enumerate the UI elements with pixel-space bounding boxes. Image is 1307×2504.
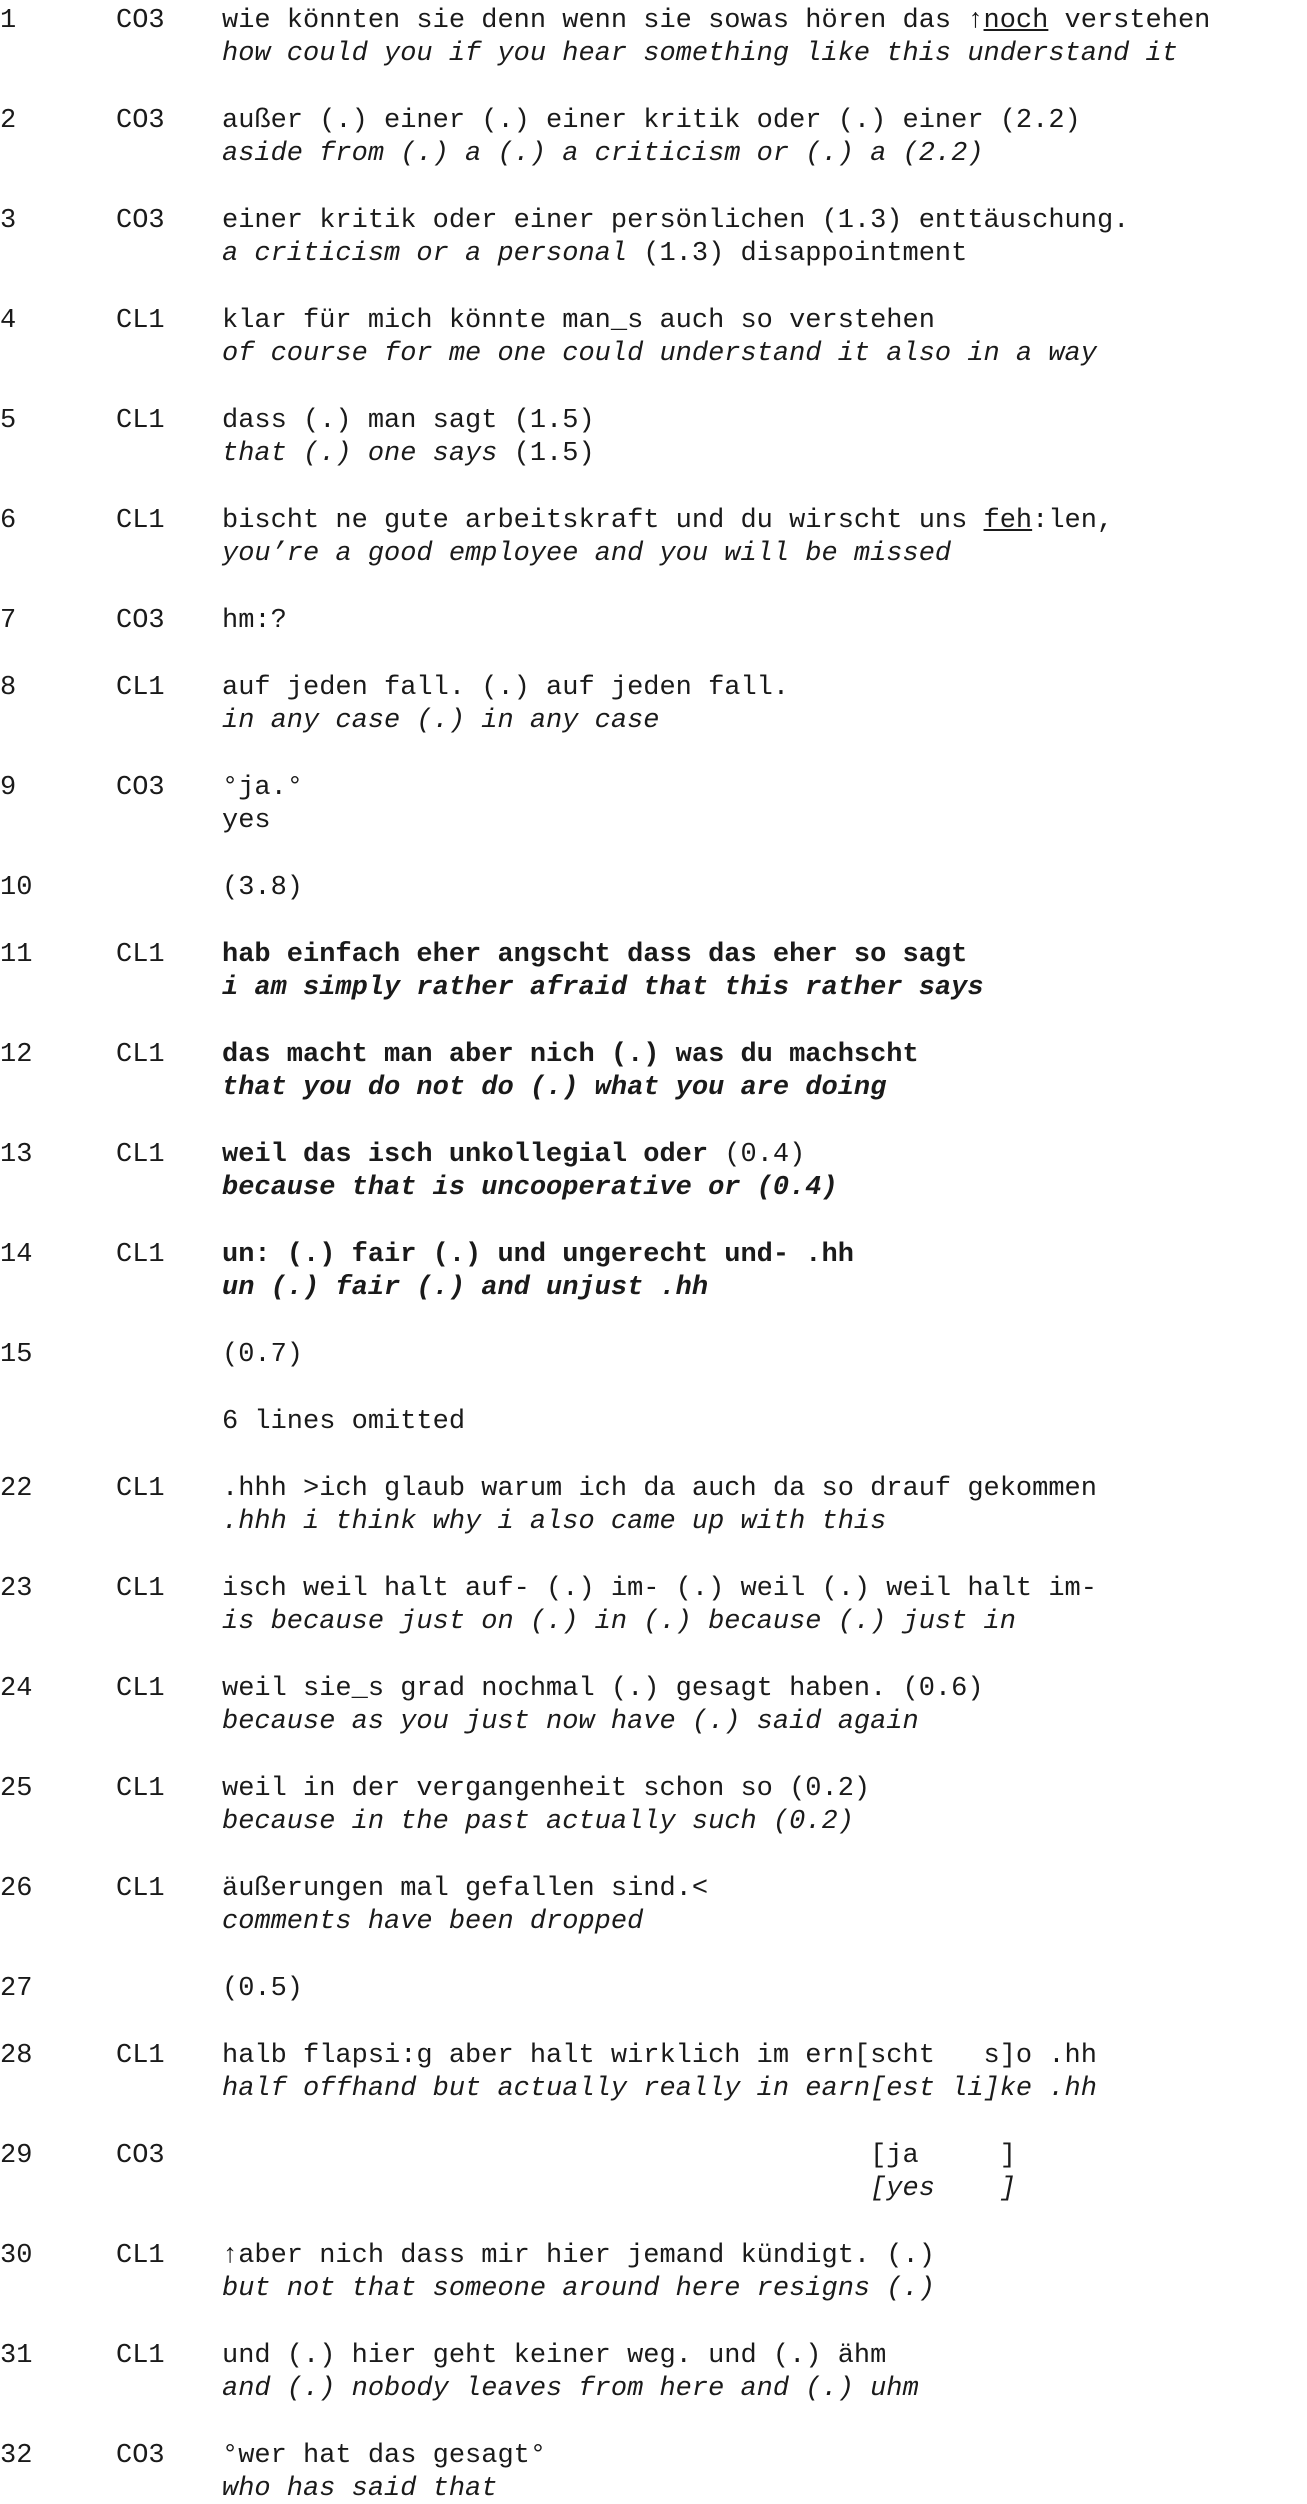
speaker-code: CL1 <box>116 1040 165 1070</box>
original-utterance <box>222 2341 886 2371</box>
text-segment: (0.5) <box>222 1974 304 2004</box>
speaker-code: CL1 <box>116 306 165 336</box>
text-segment: but not that someone around here resigns (.) <box>222 2274 935 2304</box>
line-number: 2 <box>0 106 17 136</box>
speaker-code: CO3 <box>116 773 165 803</box>
line-number: 11 <box>0 940 33 970</box>
line-number: 32 <box>0 2441 33 2471</box>
text-segment: ↑aber nich dass mir hier jemand kündigt. (.) <box>222 2241 935 2271</box>
original-utterance <box>222 1340 303 1370</box>
english-translation <box>222 1907 643 1937</box>
line-number: 29 <box>0 2141 33 2171</box>
text-segment: and (.) nobody leaves from here and (.) uhm <box>222 2374 919 2404</box>
text-segment: who has said that <box>222 2474 498 2504</box>
text-segment: because as you just now have (.) said again <box>222 1707 919 1737</box>
original-utterance <box>222 6 1210 36</box>
original-utterance <box>222 406 595 436</box>
plain-segment: (1.5) <box>513 439 595 469</box>
text-segment: bischt ne gute arbeitskraft und du wirscht uns <box>222 506 984 536</box>
text-segment: verstehen <box>1048 6 1211 36</box>
speaker-code: CO3 <box>116 2441 165 2471</box>
english-translation <box>222 1807 854 1837</box>
english-translation <box>222 1273 708 1303</box>
speaker-code: CL1 <box>116 506 165 536</box>
text-segment: that you do not do (.) what you are doing <box>222 1073 887 1103</box>
text-segment: klar für mich könnte man_s auch so verstehen <box>222 306 935 336</box>
speaker-code: CL1 <box>116 673 165 703</box>
speaker-code: CO3 <box>116 606 165 636</box>
english-translation <box>222 1073 886 1103</box>
line-number: 31 <box>0 2341 33 2371</box>
original-utterance <box>222 1774 870 1804</box>
text-segment: hm:? <box>222 606 287 636</box>
text-segment: i am simply rather afraid that this rather says <box>222 973 984 1003</box>
text-segment: halb flapsi:g aber halt wirklich im ern[scht s]o .hh <box>222 2041 1097 2071</box>
speaker-code: CL1 <box>116 1674 165 1704</box>
original-utterance <box>222 873 303 903</box>
text-segment: that (.) one says <box>222 439 514 469</box>
original-utterance <box>222 2241 935 2271</box>
text-segment: (3.8) <box>222 873 304 903</box>
text-segment: außer (.) einer (.) einer kritik oder (.) einer (2.2) <box>222 106 1081 136</box>
english-translation <box>222 439 595 469</box>
text-segment: :len, <box>1032 506 1114 536</box>
line-number: 14 <box>0 1240 33 1270</box>
speaker-code: CL1 <box>116 1140 165 1170</box>
english-translation <box>222 806 271 836</box>
original-utterance <box>222 306 935 336</box>
original-utterance <box>222 1240 854 1270</box>
original-utterance <box>222 673 789 703</box>
english-translation <box>222 39 1178 69</box>
english-translation <box>222 706 659 736</box>
line-number: 26 <box>0 1874 33 1904</box>
original-utterance <box>222 106 1081 136</box>
english-translation <box>222 239 967 269</box>
original-utterance <box>222 506 1113 536</box>
text-segment: .hhh >ich glaub warum ich da auch da so drauf gekommen <box>222 1474 1097 1504</box>
text-segment: und (.) hier geht keiner weg. und (.) ähm <box>222 2341 887 2371</box>
line-number: 23 <box>0 1574 33 1604</box>
underlined-segment: feh <box>983 506 1033 536</box>
original-utterance <box>222 2141 1016 2171</box>
speaker-code: CL1 <box>116 406 165 436</box>
line-number: 25 <box>0 1774 33 1804</box>
original-utterance <box>222 1874 708 1904</box>
line-number: 8 <box>0 673 17 703</box>
text-segment: auf jeden fall. (.) auf jeden fall. <box>222 673 790 703</box>
original-utterance <box>222 1674 984 1704</box>
english-translation <box>222 2174 1016 2204</box>
text-segment: half offhand but actually really in earn[est li]ke .hh <box>222 2074 1097 2104</box>
text-segment: .hhh i think why i also came up with this <box>222 1507 887 1537</box>
line-number: 27 <box>0 1974 33 2004</box>
text-segment: (0.7) <box>222 1340 304 1370</box>
text-segment: °wer hat das gesagt° <box>222 2441 547 2471</box>
speaker-code: CL1 <box>116 940 165 970</box>
text-segment: weil sie_s grad nochmal (.) gesagt haben. (0.6) <box>222 1674 984 1704</box>
line-number: 6 <box>0 506 17 536</box>
text-segment: wie könnten sie denn wenn sie sowas hören das ↑ <box>222 6 984 36</box>
text-segment: un: (.) fair (.) und ungerecht und- .hh <box>222 1240 854 1270</box>
plain-segment: yes <box>222 806 271 836</box>
original-utterance <box>222 1040 919 1070</box>
underlined-segment: noch <box>983 6 1049 36</box>
speaker-code: CO3 <box>116 6 165 36</box>
text-segment: einer kritik oder einer persönlichen (1.3) enttäuschung. <box>222 206 1130 236</box>
original-utterance <box>222 606 287 636</box>
line-number: 9 <box>0 773 17 803</box>
original-utterance <box>222 940 967 970</box>
speaker-code: CL1 <box>116 1240 165 1270</box>
english-translation <box>222 2274 935 2304</box>
text-segment: aside from (.) a (.) a criticism or (.) a (2.2) <box>222 139 984 169</box>
speaker-code: CO3 <box>116 206 165 236</box>
original-utterance <box>222 1474 1097 1504</box>
line-number: 13 <box>0 1140 33 1170</box>
plain-segment: (0.4) <box>724 1140 806 1170</box>
line-number: 3 <box>0 206 17 236</box>
speaker-code: CL1 <box>116 2041 165 2071</box>
plain-segment: (1.3) disappointment <box>643 239 968 269</box>
text-segment: of course for me one could understand it also in a way <box>222 339 1097 369</box>
speaker-code: CO3 <box>116 106 165 136</box>
speaker-code: CL1 <box>116 1474 165 1504</box>
original-utterance <box>222 1974 303 2004</box>
text-segment: because in the past actually such (0.2) <box>222 1807 854 1837</box>
english-translation <box>222 339 1097 369</box>
line-number: 15 <box>0 1340 33 1370</box>
text-segment: °ja.° <box>222 773 304 803</box>
original-utterance <box>222 1574 1097 1604</box>
text-segment: dass (.) man sagt (1.5) <box>222 406 595 436</box>
text-segment: [ja ] <box>222 2141 1016 2171</box>
text-segment: hab einfach eher angscht dass das eher so sagt <box>222 940 968 970</box>
text-segment: a criticism or a personal <box>222 239 644 269</box>
text-segment: weil das isch unkollegial oder <box>222 1140 725 1170</box>
speaker-code: CO3 <box>116 2141 165 2171</box>
text-segment: comments have been dropped <box>222 1907 644 1937</box>
english-translation <box>222 1173 838 1203</box>
line-number: 7 <box>0 606 17 636</box>
line-number: 10 <box>0 873 33 903</box>
original-utterance <box>222 206 1129 236</box>
speaker-code: CL1 <box>116 1574 165 1604</box>
line-number: 22 <box>0 1474 33 1504</box>
speaker-code: CL1 <box>116 1874 165 1904</box>
english-translation <box>222 2374 919 2404</box>
text-segment: das macht man aber nich (.) was du machscht <box>222 1040 919 1070</box>
line-number: 28 <box>0 2041 33 2071</box>
omission-text <box>222 1407 465 1437</box>
text-segment: because that is uncooperative or (0.4) <box>222 1173 838 1203</box>
original-utterance <box>222 2441 546 2471</box>
english-translation <box>222 539 951 569</box>
english-translation <box>222 973 984 1003</box>
line-number: 12 <box>0 1040 33 1070</box>
english-translation <box>222 139 984 169</box>
speaker-code: CL1 <box>116 2241 165 2271</box>
text-segment: äußerungen mal gefallen sind.< <box>222 1874 709 1904</box>
english-translation <box>222 2074 1097 2104</box>
text-segment: weil in der vergangenheit schon so (0.2) <box>222 1774 871 1804</box>
text-segment: isch weil halt auf- (.) im- (.) weil (.) weil halt im- <box>222 1574 1097 1604</box>
original-utterance <box>222 2041 1097 2071</box>
text-segment: in any case (.) in any case <box>222 706 660 736</box>
original-utterance <box>222 773 303 803</box>
line-number: 4 <box>0 306 17 336</box>
line-number: 30 <box>0 2241 33 2271</box>
english-translation <box>222 1707 919 1737</box>
speaker-code: CL1 <box>116 2341 165 2371</box>
text-segment: [yes ] <box>222 2174 1016 2204</box>
original-utterance <box>222 1140 805 1170</box>
text-segment: how could you if you hear something like this understand it <box>222 39 1178 69</box>
text-segment: is because just on (.) in (.) because (.) just in <box>222 1607 1016 1637</box>
line-number: 1 <box>0 6 17 36</box>
text-segment: 6 lines omitted <box>222 1407 466 1437</box>
text-segment: un (.) fair (.) and unjust .hh <box>222 1273 709 1303</box>
english-translation <box>222 1607 1016 1637</box>
line-number: 24 <box>0 1674 33 1704</box>
english-translation <box>222 1507 886 1537</box>
line-number: 5 <box>0 406 17 436</box>
text-segment: you’re a good employee and you will be missed <box>222 539 952 569</box>
speaker-code: CL1 <box>116 1774 165 1804</box>
